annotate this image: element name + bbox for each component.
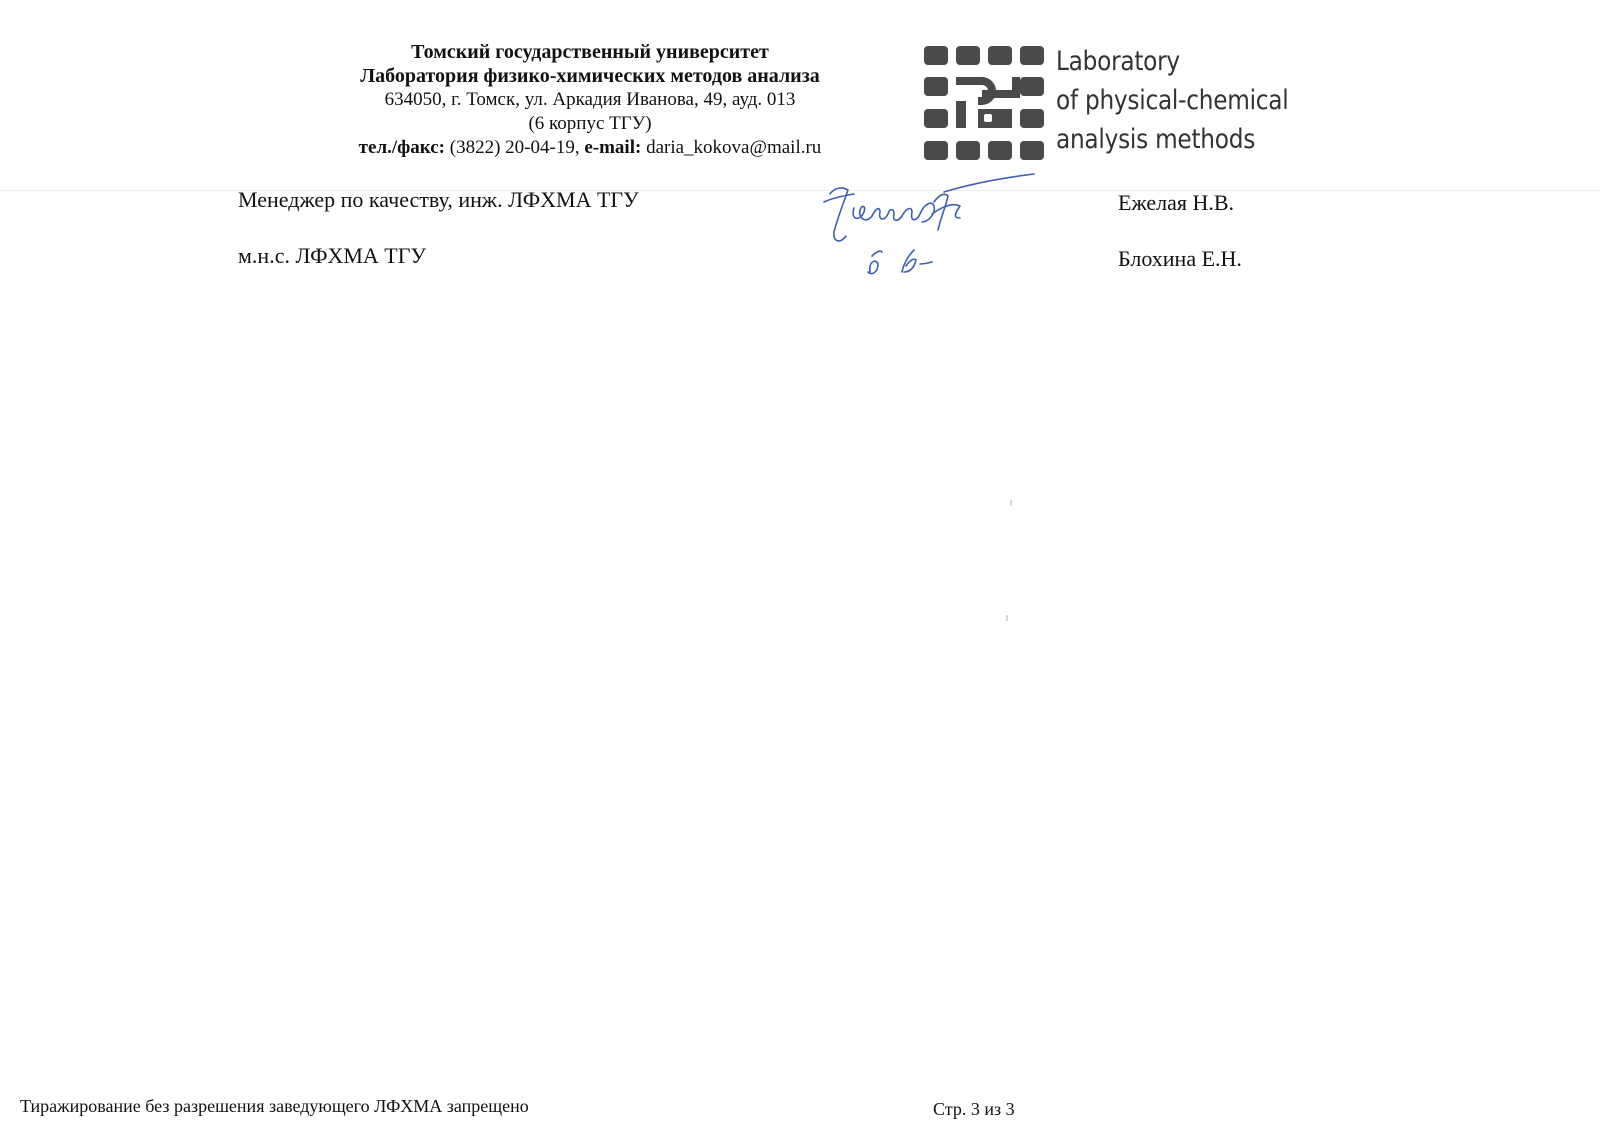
address: 634050, г. Томск, ул. Аркадия Иванова, 49, ауд. 013 bbox=[384, 89, 796, 110]
logo-line-3: analysis methods bbox=[1056, 124, 1256, 155]
email-value: daria_kokova@mail.ru bbox=[646, 137, 822, 158]
footer-copy-notice: Тиражирование без разрешения заведующего ЛФХМА запрещено bbox=[20, 1096, 529, 1116]
phone-label: тел./факс: bbox=[358, 137, 446, 158]
signatory-1-position: Менеджер по качеству, инж. ЛФХМА ТГУ bbox=[238, 187, 639, 212]
footer-page-number: Стр. 3 из 3 bbox=[933, 1099, 1015, 1119]
handwritten-signature bbox=[820, 172, 1060, 292]
email-label: e-mail: bbox=[584, 137, 642, 158]
laboratory-name: Лаборатория физико-химических методов анализа bbox=[360, 65, 820, 87]
signatory-1-name: Ежелая Н.В. bbox=[1118, 190, 1235, 215]
lab-logo-icon bbox=[924, 46, 1044, 160]
logo-text bbox=[1056, 42, 1288, 159]
scan-speck bbox=[1010, 500, 1012, 506]
signatory-2-position: м.н.с. ЛФХМА ТГУ bbox=[238, 243, 427, 268]
building: (6 корпус ТГУ) bbox=[528, 113, 652, 134]
contacts bbox=[300, 136, 880, 160]
signatory-2-name: Блохина Е.Н. bbox=[1118, 246, 1242, 271]
phone-value: (3822) 20-04-19, bbox=[449, 137, 580, 158]
scan-speck bbox=[1006, 615, 1008, 621]
letterhead bbox=[300, 40, 880, 160]
logo-line-2: of physical-chemical bbox=[1056, 85, 1289, 116]
logo-line-1: Laboratory bbox=[1056, 46, 1180, 77]
university-name: Томский государственный университет bbox=[411, 41, 769, 63]
